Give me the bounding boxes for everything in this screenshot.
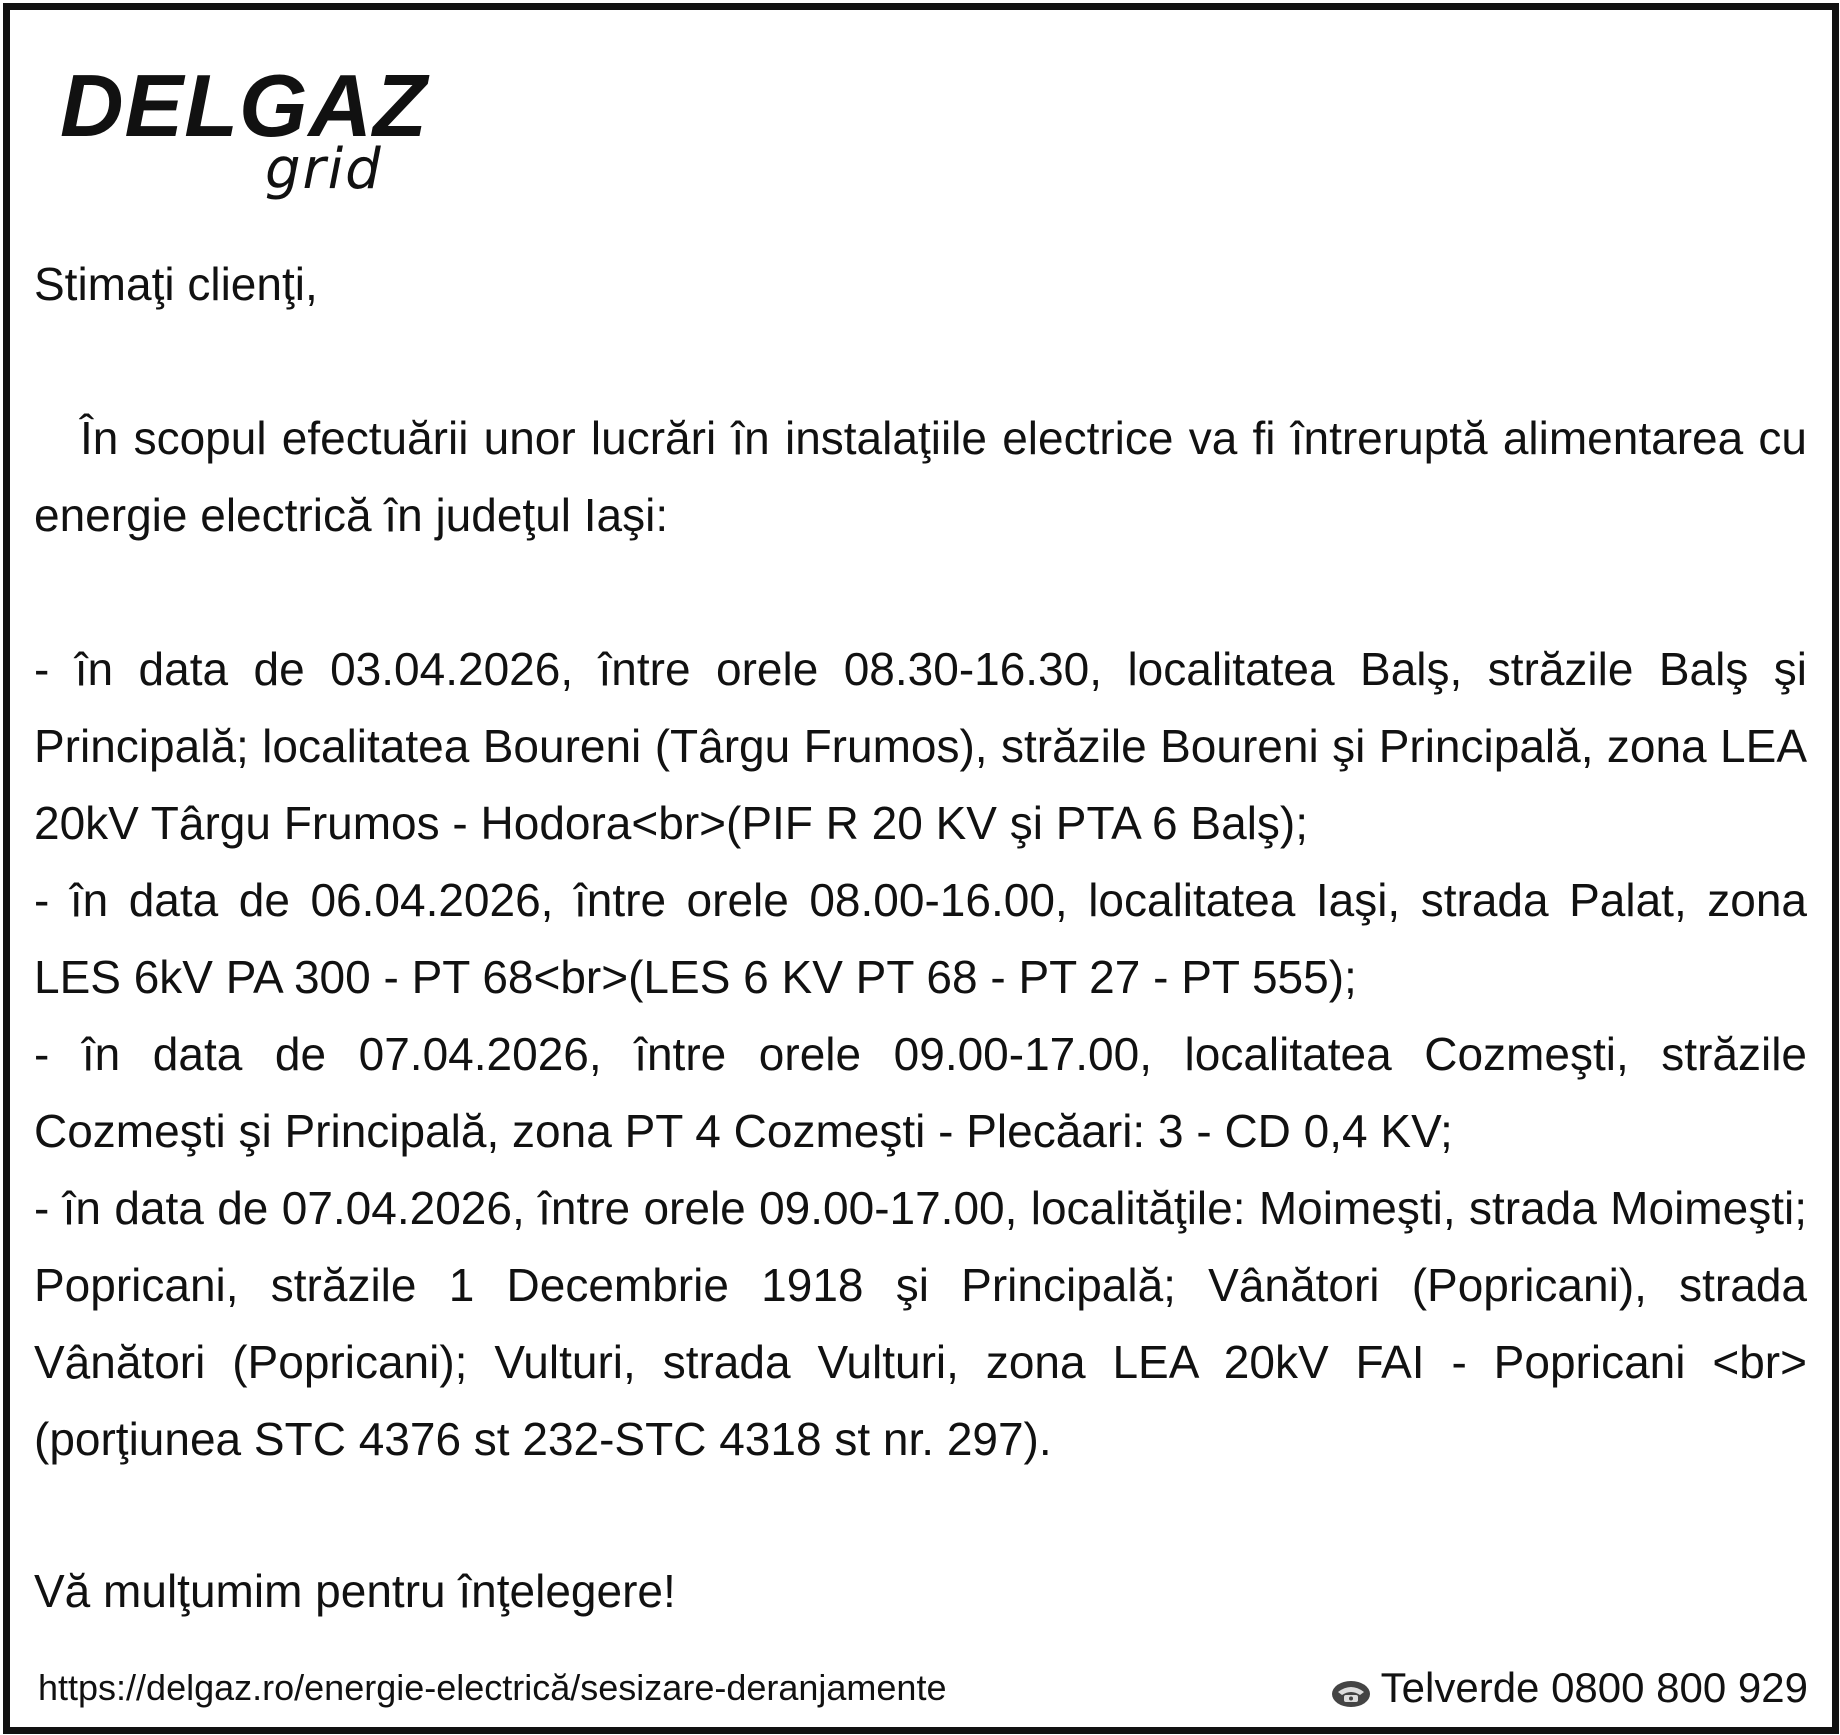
greeting: Stimaţi clienţi, [34, 258, 318, 310]
intro-paragraph: În scopul efectuării unor lucrări în instalaţiile electrice va fi întreruptă alimentarea cu energie electrică în judeţul Iaşi: [34, 412, 1807, 541]
notice-body [34, 246, 1807, 1630]
telephone-icon [1331, 1673, 1371, 1703]
outage-list [34, 631, 1807, 1478]
closing-line: Vă mulţumim pentru înţelegere! [34, 1565, 676, 1617]
outage-item: - în data de 06.04.2026, între orele 08.00-16.00, localitatea Iaşi, strada Palat, zona LES 6kV PA 300 - PT 68<br>(LES 6 KV PT 68 - PT 27 - PT 555); [34, 874, 1807, 1003]
logo-subtitle: grid [265, 137, 383, 202]
footer-phone [1331, 1666, 1808, 1710]
logo-wordmark: DELGAZ [60, 56, 428, 155]
notice-frame [3, 3, 1839, 1734]
delgaz-grid-logo [60, 56, 428, 202]
footer-url[interactable]: https://delgaz.ro/energie-electrică/sesizare-deranjamente [38, 1667, 947, 1708]
phone-number: Telverde 0800 800 929 [1380, 1664, 1808, 1711]
outage-item: - în data de 07.04.2026, între orele 09.00-17.00, localitatea Cozmeşti, străzile Cozmeşti şi Principală, zona PT 4 Cozmeşti - Plecăari: 3 - CD 0,4 KV; [34, 1028, 1807, 1157]
outage-item: - în data de 03.04.2026, între orele 08.30-16.30, localitatea Balş, străzile Balş şi Principală; localitatea Boureni (Târgu Frumos), străzile Boureni şi Principală, zona LEA 20kV Târgu Frumos - Hodora<br>(PIF R 20 KV şi PTA 6 Balş); [34, 643, 1807, 849]
outage-item: - în data de 07.04.2026, între orele 09.00-17.00, localităţile: Moimeşti, strada Moimeşti; Popricani, străzile 1 Decembrie 1918 şi Principală; Vânători (Popricani), strada Vânători (Popricani); Vulturi, strada Vulturi, zona LEA 20kV FAI - Popricani <br> (porţiunea STC 4376 st 232-STC 4318 st nr. 297). [34, 1182, 1807, 1465]
